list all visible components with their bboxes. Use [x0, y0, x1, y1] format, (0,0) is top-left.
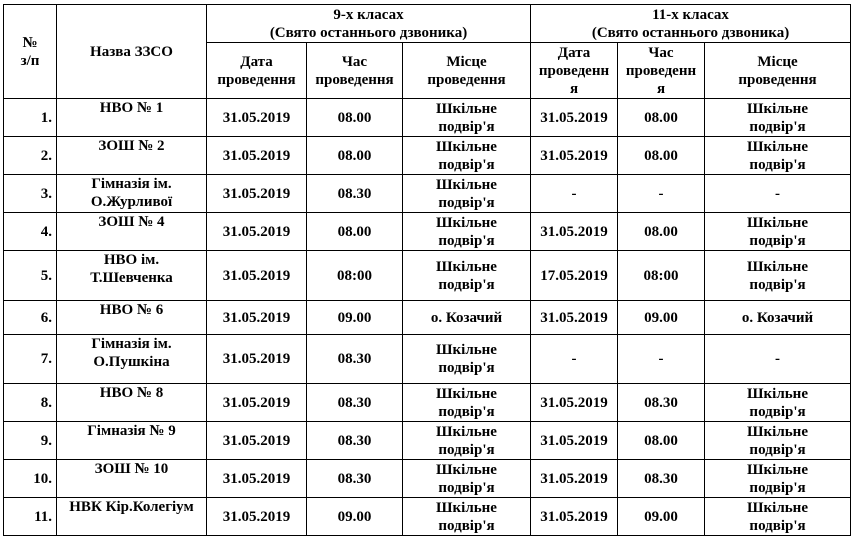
- cell-number: 6.: [4, 301, 57, 335]
- header-school-name: Назва ЗЗСО: [57, 5, 207, 99]
- cell-time-9: 08.30: [307, 335, 403, 384]
- cell-date-9: 31.05.2019: [207, 422, 307, 460]
- cell-time-9: 08.00: [307, 99, 403, 137]
- cell-date-9: 31.05.2019: [207, 99, 307, 137]
- header-date-9: Дата проведення: [207, 43, 307, 99]
- cell-time-11: 08.30: [618, 460, 705, 498]
- cell-date-11: 31.05.2019: [531, 137, 618, 175]
- cell-place-11: Шкільне подвір'я: [705, 99, 851, 137]
- cell-time-9: 08.00: [307, 137, 403, 175]
- cell-place-9: Шкільне подвір'я: [403, 99, 531, 137]
- cell-place-9: Шкільне подвір'я: [403, 422, 531, 460]
- table-row: [4, 460, 851, 498]
- header-time-11: Час проведенн я: [618, 43, 705, 99]
- cell-date-9: 31.05.2019: [207, 335, 307, 384]
- cell-school-name: НВК Кір.Колегіум: [57, 498, 207, 536]
- cell-date-9: 31.05.2019: [207, 251, 307, 301]
- header-number: № з/п: [4, 5, 57, 99]
- cell-place-9: Шкільне подвір'я: [403, 335, 531, 384]
- cell-time-9: 09.00: [307, 301, 403, 335]
- cell-time-11: 09.00: [618, 498, 705, 536]
- cell-school-name: НВО № 6: [57, 301, 207, 335]
- table-row: [4, 99, 851, 137]
- cell-date-11: 31.05.2019: [531, 422, 618, 460]
- header-time-9: Час проведення: [307, 43, 403, 99]
- schedule-table: [3, 4, 851, 536]
- cell-place-9: Шкільне подвір'я: [403, 498, 531, 536]
- cell-number: 9.: [4, 422, 57, 460]
- cell-date-11: -: [531, 335, 618, 384]
- cell-time-11: 08.00: [618, 422, 705, 460]
- cell-number: 7.: [4, 335, 57, 384]
- cell-place-9: о. Козачий: [403, 301, 531, 335]
- cell-date-11: 31.05.2019: [531, 99, 618, 137]
- cell-date-9: 31.05.2019: [207, 175, 307, 213]
- cell-number: 10.: [4, 460, 57, 498]
- cell-school-name: НВО № 1: [57, 99, 207, 137]
- cell-time-11: 08.00: [618, 213, 705, 251]
- table-row: [4, 301, 851, 335]
- cell-date-11: 31.05.2019: [531, 301, 618, 335]
- cell-place-11: Шкільне подвір'я: [705, 498, 851, 536]
- cell-time-9: 08.30: [307, 422, 403, 460]
- cell-number: 1.: [4, 99, 57, 137]
- cell-place-9: Шкільне подвір'я: [403, 460, 531, 498]
- cell-school-name: Гімназія № 9: [57, 422, 207, 460]
- header-group-9: 9-х класах (Свято останнього дзвоника): [207, 5, 531, 43]
- table-row: [4, 498, 851, 536]
- cell-date-9: 31.05.2019: [207, 301, 307, 335]
- cell-date-11: 31.05.2019: [531, 460, 618, 498]
- cell-school-name: НВО ім. Т.Шевченка: [57, 251, 207, 301]
- cell-number: 11.: [4, 498, 57, 536]
- cell-place-9: Шкільне подвір'я: [403, 384, 531, 422]
- table-row: [4, 335, 851, 384]
- cell-number: 8.: [4, 384, 57, 422]
- cell-school-name: Гімназія ім. О.Пушкіна: [57, 335, 207, 384]
- cell-school-name: ЗОШ № 4: [57, 213, 207, 251]
- cell-time-9: 08:00: [307, 251, 403, 301]
- cell-place-11: Шкільне подвір'я: [705, 460, 851, 498]
- cell-place-9: Шкільне подвір'я: [403, 251, 531, 301]
- table-row: [4, 213, 851, 251]
- cell-school-name: ЗОШ № 2: [57, 137, 207, 175]
- cell-time-9: 08.30: [307, 460, 403, 498]
- cell-place-9: Шкільне подвір'я: [403, 175, 531, 213]
- cell-time-9: 08.30: [307, 384, 403, 422]
- cell-date-11: -: [531, 175, 618, 213]
- cell-place-9: Шкільне подвір'я: [403, 137, 531, 175]
- table-row: [4, 137, 851, 175]
- cell-school-name: НВО № 8: [57, 384, 207, 422]
- header-place-9: Місце проведення: [403, 43, 531, 99]
- cell-place-11: о. Козачий: [705, 301, 851, 335]
- header-date-11: Дата проведенн я: [531, 43, 618, 99]
- cell-date-9: 31.05.2019: [207, 498, 307, 536]
- header-place-11: Місце проведення: [705, 43, 851, 99]
- cell-date-9: 31.05.2019: [207, 384, 307, 422]
- cell-date-9: 31.05.2019: [207, 460, 307, 498]
- cell-time-11: -: [618, 175, 705, 213]
- cell-time-11: 08.00: [618, 137, 705, 175]
- cell-time-9: 08.00: [307, 213, 403, 251]
- cell-time-11: 08:00: [618, 251, 705, 301]
- cell-number: 3.: [4, 175, 57, 213]
- cell-date-9: 31.05.2019: [207, 137, 307, 175]
- cell-place-11: Шкільне подвір'я: [705, 213, 851, 251]
- cell-time-11: -: [618, 335, 705, 384]
- table-row: [4, 422, 851, 460]
- cell-school-name: ЗОШ № 10: [57, 460, 207, 498]
- table-row: [4, 384, 851, 422]
- cell-time-9: 09.00: [307, 498, 403, 536]
- cell-time-11: 09.00: [618, 301, 705, 335]
- cell-place-11: Шкільне подвір'я: [705, 422, 851, 460]
- cell-number: 2.: [4, 137, 57, 175]
- cell-date-11: 31.05.2019: [531, 213, 618, 251]
- cell-place-9: Шкільне подвір'я: [403, 213, 531, 251]
- cell-number: 5.: [4, 251, 57, 301]
- cell-time-11: 08.00: [618, 99, 705, 137]
- cell-date-11: 17.05.2019: [531, 251, 618, 301]
- cell-time-9: 08.30: [307, 175, 403, 213]
- cell-number: 4.: [4, 213, 57, 251]
- cell-place-11: -: [705, 175, 851, 213]
- cell-date-11: 31.05.2019: [531, 384, 618, 422]
- cell-place-11: -: [705, 335, 851, 384]
- cell-school-name: Гімназія ім. О.Журливої: [57, 175, 207, 213]
- table-row: [4, 251, 851, 301]
- cell-date-11: 31.05.2019: [531, 498, 618, 536]
- cell-place-11: Шкільне подвір'я: [705, 251, 851, 301]
- cell-time-11: 08.30: [618, 384, 705, 422]
- cell-place-11: Шкільне подвір'я: [705, 137, 851, 175]
- header-group-11: 11-х класах (Свято останнього дзвоника): [531, 5, 851, 43]
- cell-date-9: 31.05.2019: [207, 213, 307, 251]
- cell-place-11: Шкільне подвір'я: [705, 384, 851, 422]
- table-row: [4, 175, 851, 213]
